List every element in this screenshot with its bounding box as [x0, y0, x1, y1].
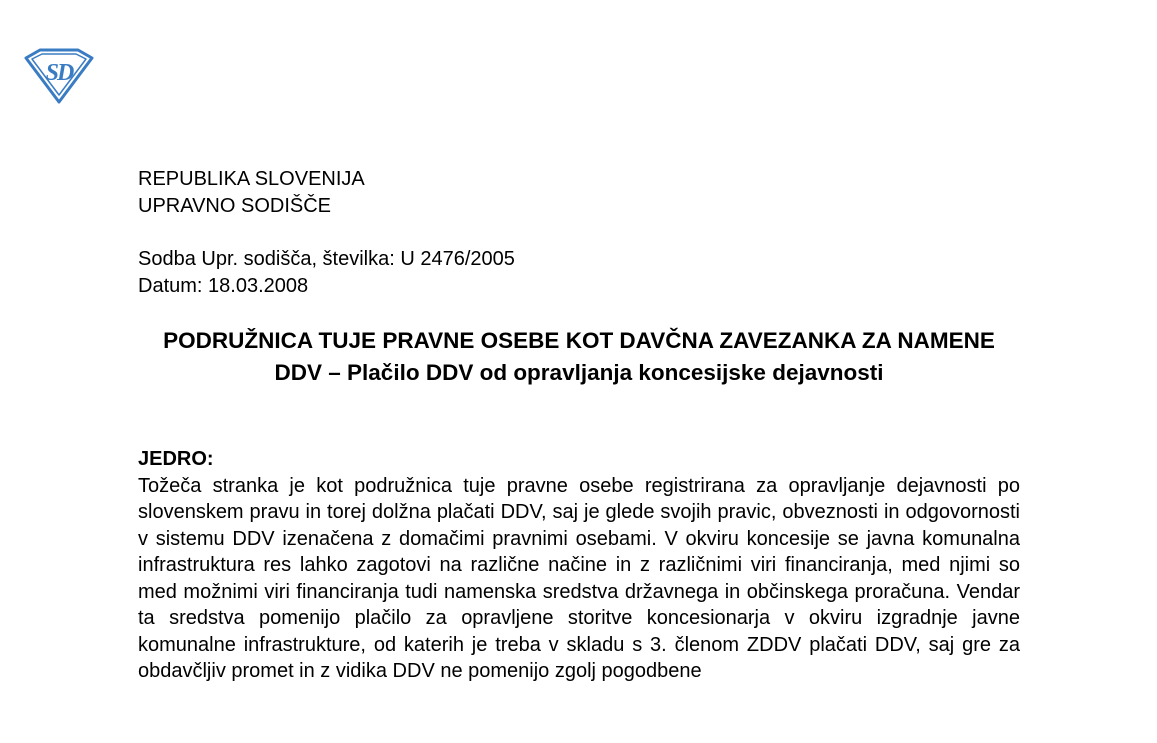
sd-logo [22, 48, 96, 104]
jedro-heading: JEDRO: [138, 448, 214, 470]
country-name: REPUBLIKA SLOVENIJA [138, 168, 365, 190]
document-title: PODRUŽNICA TUJE PRAVNE OSEBE KOT DAVČNA ZAVEZANKA ZA NAMENE DDV – Plačilo DDV od opravljanja koncesijske dejavnosti [163, 328, 995, 385]
sd-shield-icon [22, 48, 96, 104]
jedro-text: Tožeča stranka je kot podružnica tuje pravne osebe registrirana za opravljanje dejavnosti po slovenskem pravu in torej dolžna plačati DDV, saj je glede svojih pravic, obveznosti in odgovornosti v sistemu DDV izenačena z domačimi pravnimi osebami. V okviru koncesije se javna komunalna infrastruktura res lahko zagotovi na različne načine in z različnimi viri financiranja, med njimi so med možnimi viri financiranja tudi namenska sredstva državnega in občinskega proračuna. Vendar ta sredstva pomenijo plačilo za opravljene storitve koncesionarja v okviru izgradnje javne komunalne infrastrukture, od katerih je treba v skladu s 3. členom ZDDV plačati DDV, saj gre za obdavčljiv promet in z vidika DDV ne pomenijo zgolj pogodbene [138, 474, 1020, 682]
case-reference: Sodba Upr. sodišča, številka: U 2476/2005 [138, 248, 515, 270]
court-name: UPRAVNO SODIŠČE [138, 194, 331, 217]
court-header [138, 166, 1020, 219]
case-info [138, 246, 1020, 299]
logo-text: SD [45, 60, 73, 86]
document-body [138, 166, 1020, 685]
case-date: Datum: 18.03.2008 [138, 274, 309, 297]
